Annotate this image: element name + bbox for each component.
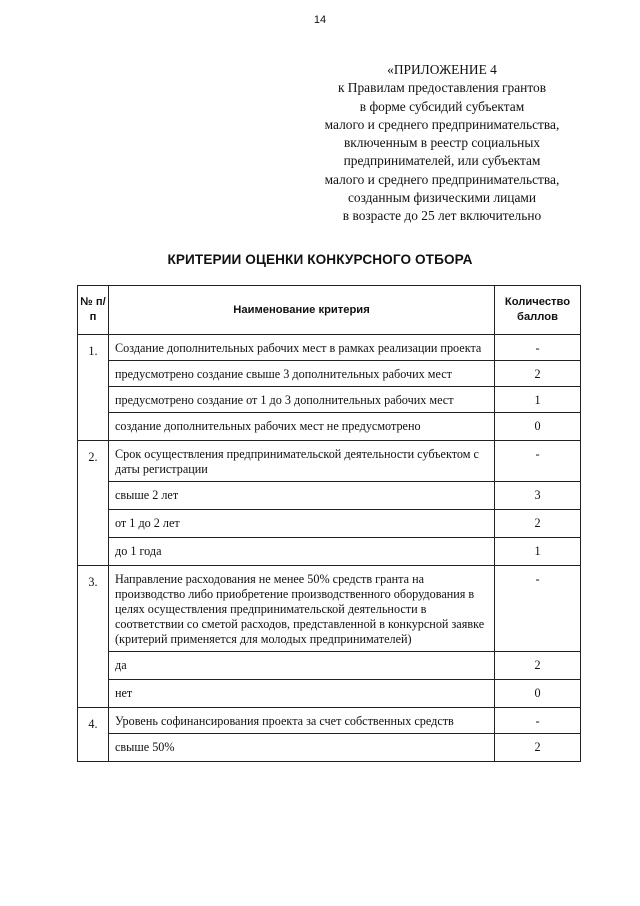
table-row <box>78 387 581 413</box>
criterion-number: 1. <box>78 335 109 441</box>
points-value: 2 <box>495 361 581 387</box>
criterion-option: предусмотрено создание от 1 до 3 дополнительных рабочих мест <box>109 387 495 413</box>
table-row <box>78 566 581 652</box>
header-points: Количество баллов <box>495 286 581 335</box>
appendix-line: в возрасте до 25 лет включительно <box>342 208 542 224</box>
appendix-line: в форме субсидий субъектам <box>359 98 525 114</box>
table-row <box>78 652 581 680</box>
table-row <box>78 482 581 510</box>
appendix-line: к Правилам предоставления грантов <box>337 80 547 96</box>
appendix-line: предпринимателей, или субъектам <box>343 153 541 169</box>
criterion-name: Создание дополнительных рабочих мест в рамках реализации проекта <box>109 335 495 361</box>
criterion-name: Срок осуществления предпринимательской деятельности субъектом с даты регистрации <box>109 441 495 482</box>
table-row <box>78 510 581 538</box>
appendix-note <box>282 61 602 226</box>
appendix-line: созданным физическими лицами <box>347 190 537 206</box>
points-value: - <box>495 708 581 734</box>
criteria-body <box>78 335 581 762</box>
table-row <box>78 538 581 566</box>
criterion-number: 2. <box>78 441 109 566</box>
criterion-option: свыше 2 лет <box>109 482 495 510</box>
points-value: - <box>495 441 581 482</box>
table-row <box>78 361 581 387</box>
appendix-line: включенным в реестр социальных <box>343 135 541 151</box>
table-row <box>78 441 581 482</box>
table-row <box>78 680 581 708</box>
points-value: 3 <box>495 482 581 510</box>
criterion-option: да <box>109 652 495 680</box>
table-header-row <box>78 286 581 335</box>
table-row <box>78 413 581 441</box>
criterion-number: 4. <box>78 708 109 762</box>
points-value: 0 <box>495 680 581 708</box>
points-value: 1 <box>495 387 581 413</box>
points-value: 1 <box>495 538 581 566</box>
criterion-option: нет <box>109 680 495 708</box>
header-criterion: Наименование критерия <box>109 286 495 335</box>
appendix-line: малого и среднего предпринимательства, <box>324 116 560 132</box>
points-value: - <box>495 566 581 652</box>
header-num: № п/п <box>78 286 109 335</box>
table-row <box>78 335 581 361</box>
criterion-option: от 1 до 2 лет <box>109 510 495 538</box>
points-value: 2 <box>495 510 581 538</box>
points-value: - <box>495 335 581 361</box>
table-row <box>78 734 581 762</box>
appendix-line: «ПРИЛОЖЕНИЕ 4 <box>387 62 497 77</box>
criterion-option: свыше 50% <box>109 734 495 762</box>
criterion-option: создание дополнительных рабочих мест не предусмотрено <box>109 413 495 441</box>
criterion-option: до 1 года <box>109 538 495 566</box>
points-value: 2 <box>495 734 581 762</box>
page-number: 14 <box>313 14 327 26</box>
document-title: КРИТЕРИИ ОЦЕНКИ КОНКУРСНОГО ОТБОРА <box>167 252 473 267</box>
criterion-name: Направление расходования не менее 50% средств гранта на производство либо приобретение производственного оборудования в целях осуществления предпринимательской деятельности в соответствии со сметой расходов, представленной в конкурсной заявке (критерий применяется для молодых предпринимателей) <box>109 566 495 652</box>
points-value: 2 <box>495 652 581 680</box>
appendix-line: малого и среднего предпринимательства, <box>324 171 560 187</box>
points-value: 0 <box>495 413 581 441</box>
criterion-number: 3. <box>78 566 109 708</box>
criterion-name: Уровень софинансирования проекта за счет собственных средств <box>109 708 495 734</box>
criteria-table <box>77 285 581 762</box>
criterion-option: предусмотрено создание свыше 3 дополнительных рабочих мест <box>109 361 495 387</box>
table-row <box>78 708 581 734</box>
